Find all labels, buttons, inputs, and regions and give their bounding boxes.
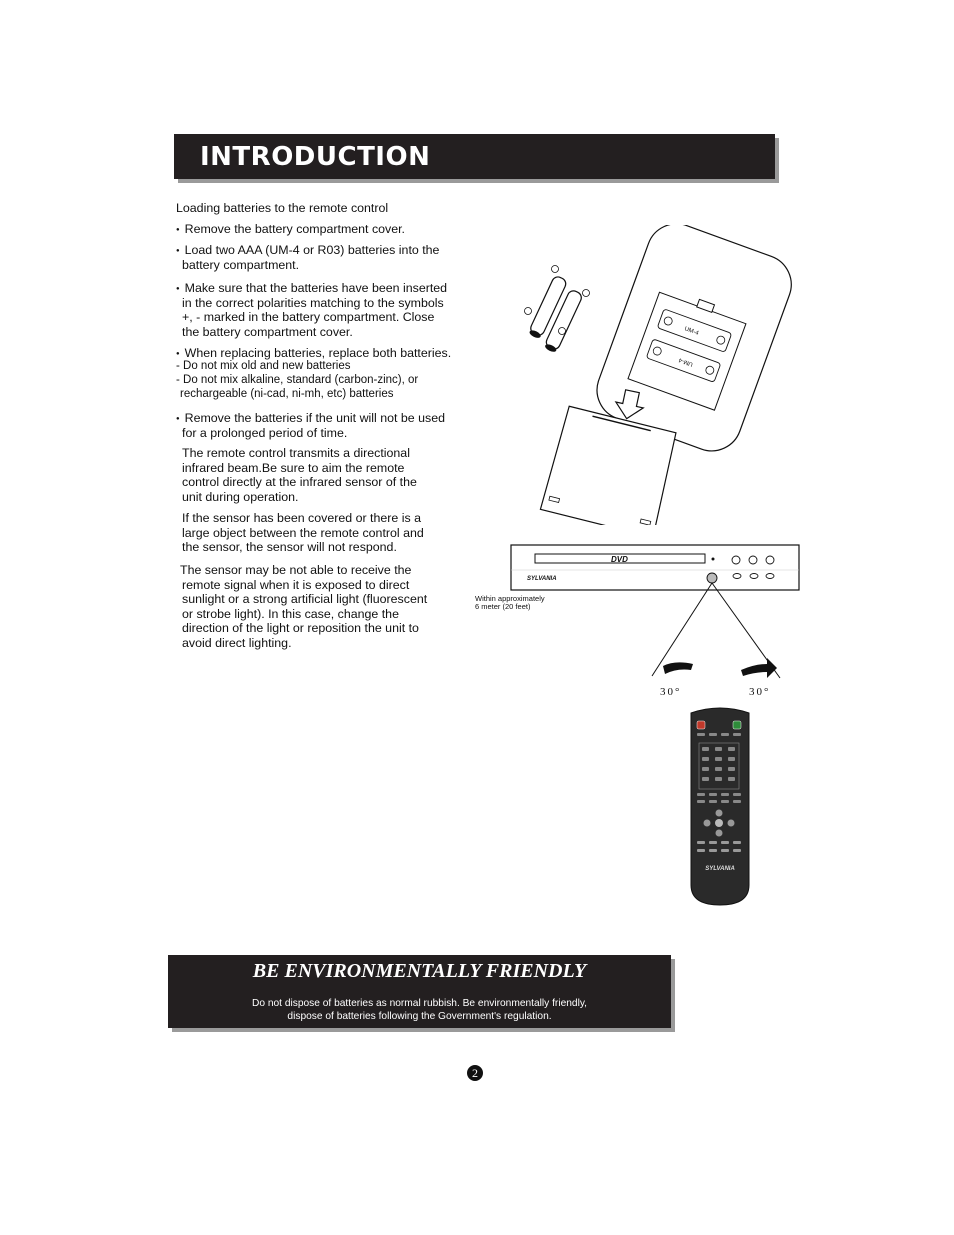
- beam-line-left: [652, 583, 712, 676]
- page-number: 2: [467, 1065, 483, 1081]
- battery-label-top: UM-4: [683, 326, 700, 337]
- battery-loading-illustration: [510, 225, 800, 525]
- bullet-polarity-line3: +, - marked in the battery compartment. Close: [182, 310, 435, 324]
- page-title: INTRODUCTION: [200, 142, 431, 172]
- bullet-remove-batteries: ● Remove the batteries if the unit will not be used: [176, 411, 445, 429]
- environment-notice-title: BE ENVIRONMENTALLY FRIENDLY: [252, 960, 587, 982]
- infrared-sensor: [707, 573, 717, 583]
- bullet-polarity-line2: in the correct polarities matching to the symbols: [182, 296, 444, 310]
- paragraph-directional-beam: The remote control transmits a directional infrared beam.Be sure to aim the remote control directly at the infrared sensor of the unit during operation.: [182, 446, 417, 504]
- battery-label-bottom: UM-4: [678, 356, 694, 367]
- bullet-load-batteries-cont: battery compartment.: [182, 258, 300, 272]
- paragraph-direct-light: The sensor may be not able to receive the remote signal when it is exposed to direct sunlight or a strong artificial light (fluorescent or strobe light). In this case, change the direction of the light or reposition the unit to avoid direct lighting.: [180, 563, 428, 650]
- bullet-load-batteries: ● Load two AAA (UM-4 or R03) batteries into the: [176, 243, 439, 261]
- angle-right-label: 30°: [749, 686, 771, 698]
- curved-arrow-right-icon: [741, 658, 777, 678]
- angle-left-label: 30°: [660, 686, 682, 698]
- section-header-bar: [174, 134, 775, 179]
- bullet-remove-cover: ● Remove the battery compartment cover.: [176, 222, 405, 240]
- dvd-logo: DVD: [611, 555, 628, 564]
- power-led: [712, 558, 715, 561]
- bullet-polarity: ● Make sure that the batteries have been inserted: [176, 281, 447, 299]
- paragraph-sensor-covered: If the sensor has been covered or there is a large object between the remote control and the sensor, the sensor will not respond.: [182, 511, 424, 555]
- curved-arrow-left-icon: [663, 662, 693, 674]
- sub-item-mix-types: - Do not mix alkaline, standard (carbon-zinc), or: [176, 374, 419, 386]
- aaa-batteries: [525, 275, 586, 354]
- dvd-brand-logo: SYLVANIA: [527, 576, 557, 582]
- remote-brand-logo: SYLVANIA: [705, 866, 735, 872]
- section-heading: Loading batteries to the remote control: [176, 201, 389, 215]
- bullet-remove-batteries-cont: for a prolonged period of time.: [182, 426, 348, 440]
- range-text: Within approximately 6 meter (20 feet): [475, 594, 545, 611]
- sub-item-old-new: - Do not mix old and new batteries: [176, 360, 351, 372]
- dvd-player-diagram: [505, 540, 805, 710]
- bullet-polarity-line4: the battery compartment cover.: [182, 325, 353, 339]
- environment-notice-text: Do not dispose of batteries as normal rubbish. Be environmentally friendly, dispose of batteries following the Government's regulation.: [251, 998, 588, 1022]
- remote-power-button: [697, 721, 705, 729]
- sub-item-mix-types-cont: rechargeable (ni-cad, ni-mh, etc) batteries: [180, 388, 394, 400]
- remote-body: [691, 708, 749, 905]
- remote-open-button: [733, 721, 741, 729]
- bullet-replace-both: ● When replacing batteries, replace both batteries.: [176, 346, 451, 364]
- dvd-player-front: [511, 545, 799, 590]
- remote-control-illustration: [685, 705, 755, 910]
- environment-notice-box: [168, 955, 671, 1028]
